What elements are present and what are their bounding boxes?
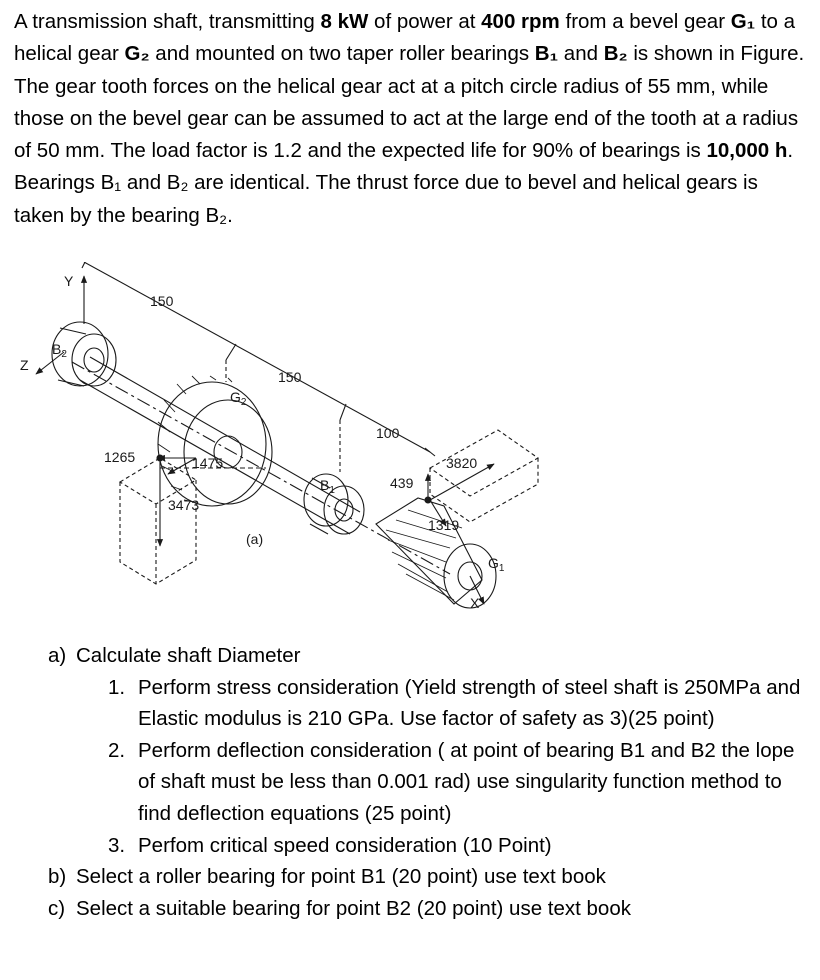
y-axis-label: Y xyxy=(64,273,74,289)
problem-statement: A transmission shaft, transmitting 8 kW of power at 400 rpm from a bevel gear G₁ to a helical gear G₂ and mounted on two taper roller bearings B₁ and B₂ is shown in Figure. The gear tooth forces on the helical gear act at a pitch circle radius of 55 mm, while those on the bevel gear can be assumed to act at the large end of the tooth at a radius of 50 mm. The load factor is 1.2 and the expected life for 90% of bearings is 10,000 h. Bearings B₁ and B₂ are identical. The thrust force due to bevel and helical gears is taken by the bearing B₂. xyxy=(14,10,805,227)
g1-label: $G_1$ xyxy=(488,555,505,574)
bearing-b2: B₂ xyxy=(603,42,628,66)
figure-caption: (a) xyxy=(246,531,264,547)
g2-label: $G_2$ xyxy=(230,389,247,408)
gear-g2: G₂ xyxy=(124,42,150,66)
question-c: c) Select a suitable bearing for point B2 (20 point) use text book xyxy=(48,896,631,920)
power-value: 8 kW xyxy=(320,10,369,33)
question-a: a) Calculate shaft Diameter xyxy=(48,644,301,667)
life-value: 10,000 h xyxy=(706,139,788,163)
dimension-100: 100 xyxy=(376,425,400,441)
question-b: b) Select a roller bearing for point B1 (20 point) use text book xyxy=(48,865,606,889)
dimension-150-first: 150 xyxy=(150,293,174,309)
gear-g1-drawing xyxy=(376,498,482,604)
force-1265: 1265 xyxy=(104,449,136,465)
force-3473: 3473 xyxy=(168,497,200,513)
x-axis-label: X xyxy=(470,595,480,611)
force-1475: 1475 xyxy=(192,455,224,471)
dimension-150-second: 150 xyxy=(278,369,302,385)
bearing-b1: B₁ xyxy=(534,42,559,66)
speed-value: 400 rpm xyxy=(481,10,560,33)
question-a3: 3. Perfom critical speed consideration (10 Point) xyxy=(108,833,552,857)
force-439: 439 xyxy=(390,475,414,491)
z-axis-label: Z xyxy=(20,357,29,373)
b2-label: $B_2$ xyxy=(52,341,67,360)
question-a1: 1. Perform stress consideration (Yield strength of steel shaft is 250MPa and Elastic modulus is 210 GPa. Use factor of safety as 3)(25 point) xyxy=(108,675,801,731)
question-list xyxy=(48,640,808,924)
force-3820: 3820 xyxy=(446,455,478,471)
b1-label: $B_1$ xyxy=(320,477,335,496)
force-1319: 1319 xyxy=(428,517,460,533)
shaft-figure xyxy=(0,262,560,622)
gear-g1: G₁ xyxy=(730,10,756,33)
question-a2: 2. Perform deflection consideration ( at point of bearing B1 and B2 the lope of shaft must be less than 0.001 rad) use singularity function method to find deflection equations (25 point) xyxy=(108,738,795,825)
